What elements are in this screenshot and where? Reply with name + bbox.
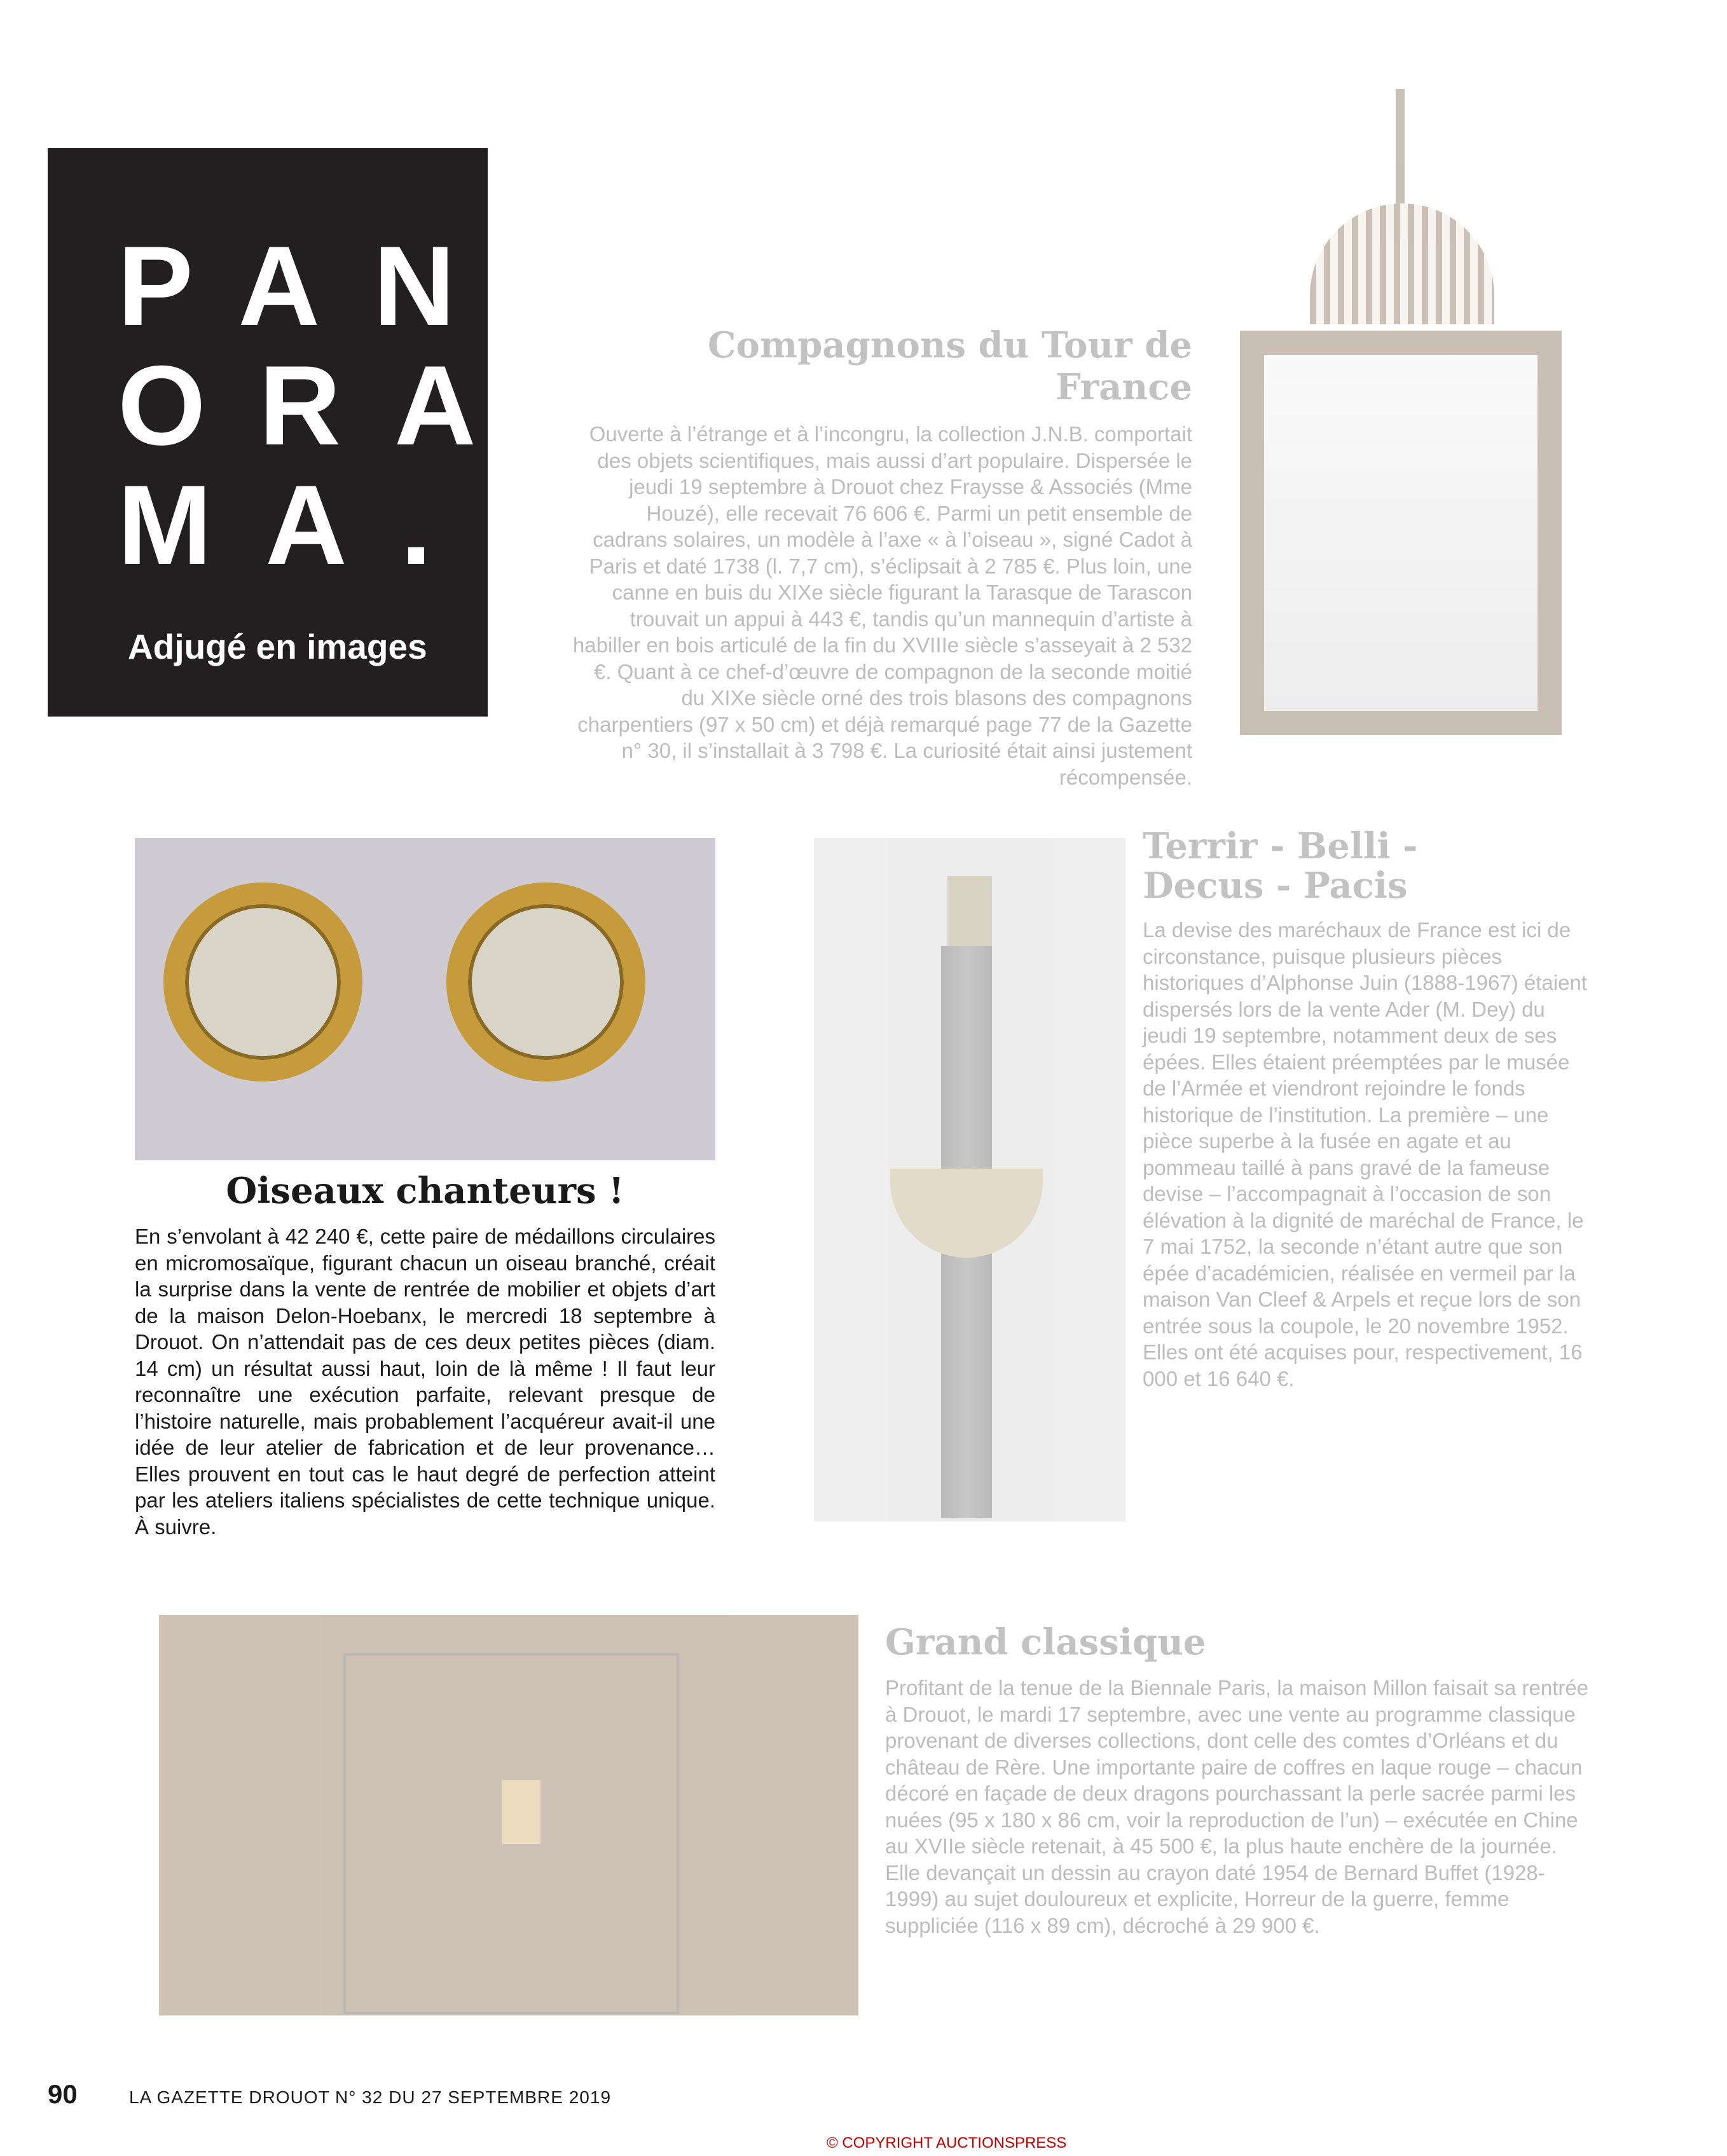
compagnons-body: Ouverte à l’étrange et à l’incongru, la collection J.N.B. comportait des objets scientifiques, mais aussi d’art populaire. Dispersée le jeudi 19 septembre à Drouot chez Fraysse & Associés (Mme Houzé), elle recevait 76 606 €. Parmi un petit ensemble de cadrans solaires, un modèle à l’axe « à l’oiseau », signé Cadot à Paris et daté 1738 (l. 7,7 cm), s’éclipsait à 2 785 €. Plus loin, une canne en buis du XIXe siècle figurant la Tarasque de Tarascon trouvait un appui à 443 €, tandis qu’un mannequin d’artiste à habiller en bois articulé de la fin du XVIIIe siècle s’asseyait à 2 532 €. Quant à ce chef-d’œuvre de compagnon de la seconde moitié du XIXe siècle orné des trois blasons des compagnons charpentiers (97 x 50 cm) et déjà remarqué page 77 de la Gazette n° 30, il s’installait à 3 798 €. La curiosité était ainsi justement récompensée. — [572, 422, 1192, 789]
medallion-right — [446, 882, 645, 1081]
oiseaux-section — [135, 1170, 715, 1540]
compagnons-section — [572, 324, 1192, 790]
grand-section — [885, 1621, 1597, 1939]
cabinet-image — [159, 1615, 858, 2015]
copyright: © COPYRIGHT AUCTIONSPRESS — [827, 2134, 1067, 2152]
panorama-line-2: ORA — [118, 342, 530, 469]
panorama-line-3: MA. — [118, 462, 486, 588]
sword-image — [814, 838, 1125, 1521]
page-number: 90 — [48, 2079, 78, 2109]
panorama-subtitle: Adjugé en images — [128, 627, 427, 666]
mirror-image — [1240, 89, 1571, 725]
panorama-block — [48, 148, 530, 717]
grand-title: Grand classique — [885, 1621, 1206, 1663]
terrir-title-2: Decus - Pacis — [1143, 865, 1408, 907]
medallions-image — [135, 838, 715, 1160]
grand-body-2: Elle devançait un dessin au crayon daté 1954 de Bernard Buffet (1928-1999) au sujet douloureux et explicite, Horreur de la guerre, femme suppliciée (116 x 89 cm), décroché à 29 900 €. — [885, 1860, 1545, 1937]
panorama-line-1: PAN — [118, 223, 509, 349]
compagnons-title: Compagnons du Tour de France — [707, 324, 1192, 408]
terrir-section — [1143, 827, 1588, 1392]
publication-line: LA GAZETTE DROUOT N° 32 DU 27 SEPTEMBRE 2019 — [129, 2087, 612, 2107]
oiseaux-title: Oiseaux chanteurs ! — [226, 1170, 624, 1212]
terrir-title-1: Terrir - Belli - — [1143, 825, 1418, 867]
medallion-left — [163, 882, 362, 1081]
oiseaux-body: En s’envolant à 42 240 €, cette paire de médaillons circulaires en micromosaïque, figurant chacun un oiseau branché, créait la surprise dans la vente de rentrée de mobilier et objets d’art de la maison Delon-Hoebanx, le mercredi 18 septembre à Drouot. On n’attendait pas de ces deux petites pièces (diam. 14 cm) un résultat aussi haut, loin de là même ! Il faut leur reconnaître une exécution parfaite, relevant presque de l’histoire naturelle, mais probablement l’acquéreur avait-il une idée de leur atelier de fabrication et de leur provenance… Elles prouvent en tout cas le haut degré de perfection atteint par les ateliers italiens spécialistes de cette technique unique. À suivre. — [135, 1225, 715, 1539]
grand-body-1: Profitant de la tenue de la Biennale Paris, la maison Millon faisait sa rentrée à Drouot, le mardi 17 septembre, avec une vente au programme classique provenant de diverses collections, dont celle des comtes d’Orléans et du château de Rère. Une importante paire de coffres en laque rouge – chacun décoré en façade de deux dragons pourchassant la perle sacrée parmi les nuées (95 x 180 x 86 cm, voir la reproduction de l’un) – exécutée en Chine au XVIIe siècle retenait, à 45 500 €, la plus haute enchère de la journée. — [885, 1676, 1589, 1858]
terrir-body: La devise des maréchaux de France est ici de circonstance, puisque plusieurs pièces historiques d’Alphonse Juin (1888-1967) étaient dispersés lors de la vente Ader (M. Dey) du jeudi 19 septembre, notamment deux de ses épées. Elles étaient préemptées par le musée de l’Armée et viendront rejoindre le fonds historique de l’institution. La première – une pièce superbe à la fusée en agate et au pommeau taillé à pans gravé de la fameuse devise – l’accompagnait à l’occasion de son élévation à la dignité de maréchal de France, le 7 mai 1752, la seconde n’étant autre que son épée d’académicien, réalisée en vermeil par la maison Van Cleef & Arpels et reçue lors de son entrée sous la coupole, le 20 novembre 1952. Elles ont été acquises pour, respectivement, 16 000 et 16 640 €. — [1143, 918, 1587, 1390]
